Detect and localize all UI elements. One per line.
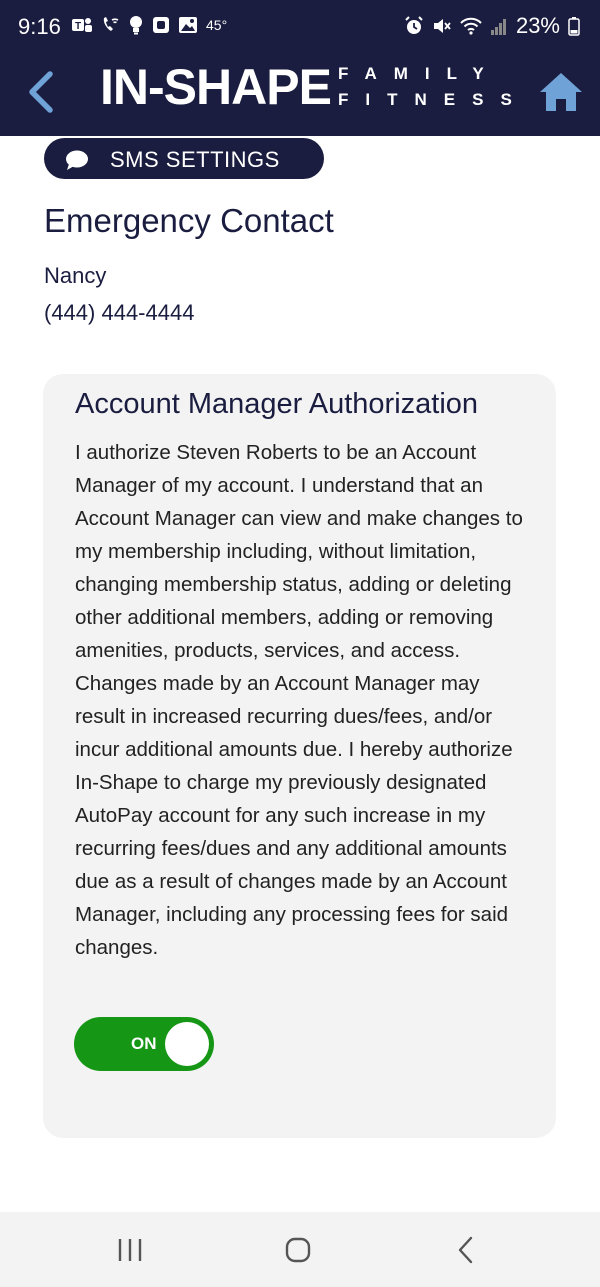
- authorization-title: Account Manager Authorization: [75, 388, 479, 420]
- home-nav-button[interactable]: [268, 1230, 328, 1270]
- authorization-toggle[interactable]: [74, 1017, 214, 1071]
- notification-icons: [70, 15, 227, 35]
- home-circle-icon: [268, 1230, 328, 1270]
- logo-sub-family: FAMILY: [338, 64, 501, 83]
- emergency-contact-phone: (444) 444-4444: [44, 300, 195, 325]
- chevron-left-icon: [22, 70, 62, 114]
- mute-icon: [432, 16, 452, 36]
- back-button[interactable]: [22, 70, 62, 114]
- gallery-icon: [178, 15, 198, 35]
- battery-icon: [568, 16, 580, 36]
- back-nav-button[interactable]: [436, 1230, 496, 1270]
- signal-icon: [490, 16, 508, 36]
- toggle-knob: [165, 1022, 209, 1066]
- status-time: 9:16: [18, 14, 61, 39]
- battery-text: 23%: [515, 13, 560, 38]
- app-header: [0, 52, 600, 136]
- emergency-contact-name: Nancy: [44, 263, 107, 288]
- authorization-text: I authorize Steven Roberts to be an Account Manager of my account. I understand that an Account Manager can view and make changes to my membership including, without limitation, changing membership status, adding or deleting other additional members, adding or removing amenities, products, services, and access. Changes made by an Account Manager may result in increased recurring dues/fees, and/or incur additional amounts due. I hereby authorize In-Shape to charge my previously designated AutoPay account for any such increase in my recurring fees/dues and any additional amounts due as a result of changes made by an Account Manager, including any processing fees for said changes.: [75, 441, 523, 959]
- system-icons: [404, 13, 580, 39]
- account-manager-card: [43, 374, 556, 1138]
- temperature-text: 45°: [206, 17, 228, 33]
- app-notification-icon: [152, 15, 170, 35]
- logo-sub-fitness: FITNESS: [338, 90, 529, 109]
- svg-text:T: T: [75, 21, 82, 32]
- recent-apps-icon: [100, 1230, 160, 1270]
- sms-settings-label: SMS SETTINGS: [110, 147, 280, 172]
- teams-icon: [70, 15, 92, 35]
- lightbulb-icon: [128, 15, 144, 35]
- wifi-call-icon: [100, 15, 120, 35]
- home-button[interactable]: [538, 70, 584, 114]
- home-icon: [538, 70, 584, 114]
- wifi-icon: [460, 16, 482, 36]
- status-bar: [0, 0, 600, 52]
- back-nav-icon: [436, 1230, 496, 1270]
- chat-bubble-icon: [64, 149, 90, 171]
- recent-apps-button[interactable]: [100, 1230, 160, 1270]
- logo-main-text: IN-SHAPE: [100, 59, 331, 115]
- alarm-icon: [404, 16, 424, 36]
- system-nav-bar: [0, 1212, 600, 1287]
- emergency-contact-title: Emergency Contact: [44, 202, 334, 239]
- toggle-on-label: ON: [131, 1034, 157, 1053]
- sms-settings-button[interactable]: [44, 138, 324, 179]
